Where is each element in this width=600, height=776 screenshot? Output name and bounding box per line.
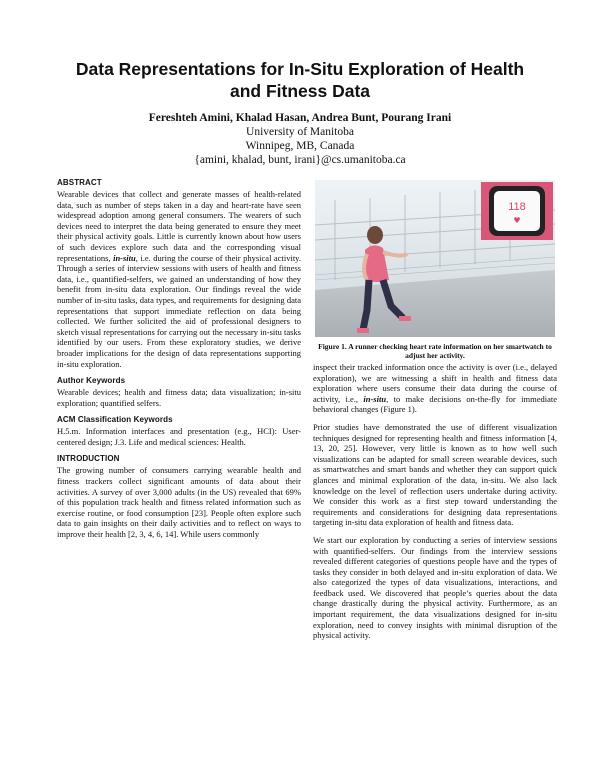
paper-title: Data Representations for In-Situ Exploration of Health and Fitness Data bbox=[75, 59, 525, 101]
abstract-emphasis: in-situ bbox=[113, 252, 136, 263]
abstract-section bbox=[57, 178, 301, 369]
author-keywords-heading: Author Keywords bbox=[57, 376, 126, 386]
author-block bbox=[60, 111, 540, 167]
author-names: Fereshteh Amini, Khalad Hasan, Andrea Bunt, Pourang Irani bbox=[148, 112, 452, 124]
location: Winnipeg, MB, Canada bbox=[245, 140, 355, 152]
watch-heart-rate: 118 bbox=[508, 201, 526, 213]
right-column bbox=[313, 178, 557, 648]
right-p1-part2: , to make decisions on-the-fly for immediate behavioral changes (Figure 1). bbox=[313, 393, 557, 415]
affiliation: University of Manitoba bbox=[246, 126, 354, 138]
acm-keywords-text: H.5.m. Information interfaces and presentation (e.g., HCI): User-centered design; J.3. Life and medical sciences: Health. bbox=[57, 426, 301, 447]
abstract-text-part2: , i.e. during the course of their physical activity. Through a series of interview sessions with users of health and fitness data, i.e., quantified-selfers, we gained an understanding of how they benefit from in-situ data exploration. Our findings reveal the wide number of in-situ tasks, data types, and requirements for designing data representations that support immediate reflection on data being collected. We further solicited the aid of professional designers to sketch visual representations for carrying out the necessary in-situ tasks identified by our users. From these exploratory studies, we derive broader implications for the design of data representations supporting in-situ exploration. bbox=[57, 252, 301, 369]
abstract-text bbox=[57, 189, 301, 369]
acm-keywords-heading: ACM Classification Keywords bbox=[57, 415, 173, 425]
right-p1-part1: inspect their tracked information once the activity is over (i.e., delayed exploration), we are witnessing a shift in health and fitness data exploration where users consume their data during the course of activity, i.e., bbox=[313, 362, 557, 404]
right-paragraph-2: Prior studies have demonstrated the use of different visualization techniques designed for representing health and fitness information [4, 13, 20, 25]. However, very little is known as to how well such visualizations can be adapted for small screen wearable devices, such as smartwatches and smart bands and whether they can support quick glances and minimal exploration of the data, in-situ. We also lack knowledge on the level of reflection users undertake during activity. We consider this work as a first step toward understanding the requirements and considerations for designing data representations targeting in-situ data exploration of health and fitness data. bbox=[313, 421, 557, 528]
figure-caption: Figure 1. A runner checking heart rate information on her smartwatch to adjust her activity. bbox=[318, 342, 552, 360]
right-p1-emphasis: in-situ bbox=[363, 393, 387, 404]
heart-icon: ♥ bbox=[513, 216, 521, 225]
left-column bbox=[57, 178, 301, 547]
figure-photo bbox=[315, 180, 555, 337]
abstract-heading: ABSTRACT bbox=[57, 178, 102, 187]
right-paragraph-3: We start our exploration by conducting a series of interview sessions with quantified-selfers. Our findings from the interview sessions revealed different categories of questions people have and the types of tasks they consider in both delayed and in-situ exploration of data. We also categorized the types of data visualizations, interactions, and feedback used. We discovered that people’s queries about the data change drastically during the physical activity. Furthermore, as an important requirement, the data visualizations designed for in-situ exploration, need to convey insights with minimal disruption of the physical activity. bbox=[313, 534, 557, 641]
abstract-text-part1: Wearable devices that collect and generate masses of health-related data, such as number of steps taken in a day and heart-rate have seen widespread adoption among general consumers. The wearers of such devices need to interpret the data being generated to ensure they meet their physical activity goals. Little is currently known about how users of such devices explore such data and the corresponding visual representations, bbox=[57, 189, 301, 263]
author-keywords-text: Wearable devices; health and fitness data; data visualization; in-situ exploration; quantified selfers. bbox=[57, 387, 301, 408]
introduction-heading: INTRODUCTION bbox=[57, 454, 120, 464]
email: {amini, khalad, bunt, irani}@cs.umanitoba.ca bbox=[194, 154, 406, 166]
right-paragraph-1 bbox=[313, 362, 557, 415]
introduction-text: The growing number of consumers carrying wearable health and fitness trackers collect significant amounts of data about their activities. A survey of over 3,000 adults (in the US) revealed that 69% of this population track health and fitness related information such as exercise routine, or food consumption [23]. People often explore such data to gain insights on their daily activities and to reflect on ways to improve their health [2, 3, 4, 6, 14]. While users commonly bbox=[57, 465, 301, 540]
runner-photo-image bbox=[315, 180, 555, 337]
